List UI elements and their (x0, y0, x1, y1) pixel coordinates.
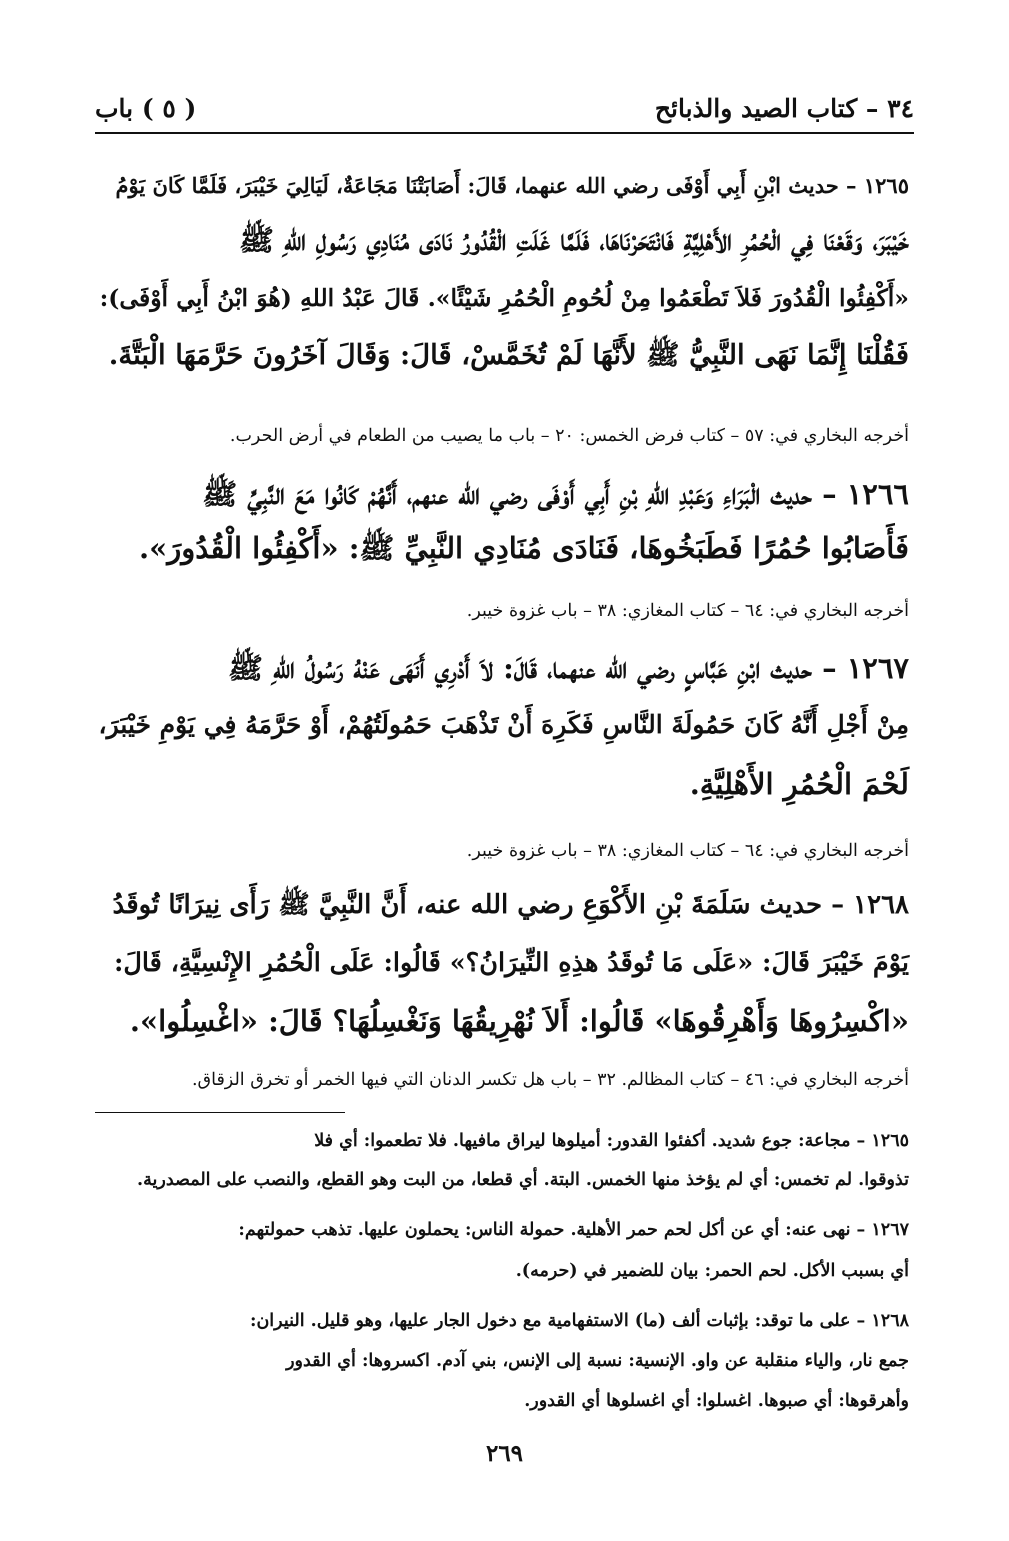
hadith-1265-line-2: خَيْبَرَ، وَقَعْنَا فِي الْحُمُرِ الأَهْلِيَّةِ فَانْتَحَرْنَاهَا، فَلَمَّا غَلَتِ الْقُدُورُ نَادَى مُنَادِي رَسُولِ اللهِ ﷺ (239, 223, 909, 257)
footnote-1265-line-1: ١٢٦٥ – مجاعة: جوع شديد. أكفئوا القدور: أميلوها ليراق مافيها. فلا تطعموا: أي فلا (314, 1131, 909, 1151)
footnote-1267-line-1: ١٢٦٧ – نهى عنه: أي عن أكل لحم حمر الأهلية. حمولة الناس: يحملون عليها. تذهب حمولتهم: (238, 1220, 909, 1240)
hadith-1265-line-3: «أَكْفِئُوا الْقُدُورَ فَلاَ تَطْعَمُوا مِنْ لُحُومِ الْحُمُرِ شَيْئًا». قَالَ عَبْدُ اللهِ (هُوَ ابْنُ أَبِي أَوْفَى): (99, 284, 909, 312)
footnote-divider (95, 1112, 345, 1113)
hadith-1268-line-1: ١٢٦٨ – حديث سَلَمَةَ بْنِ الأَكْوَعِ رضي الله عنه، أَنَّ النَّبِيَّ ﷺ رَأَى نِيرَانًا تُوقَدُ (112, 890, 909, 920)
hadith-1265-line-1: ١٢٦٥ – حديث ابْنِ أَبِي أَوْفَى رضي الله عنهما، قَالَ: أَصَابَتْنَا مَجَاعَةٌ، لَيَالِيَ خَيْبَرَ، فَلَمَّا كَانَ يَوْمُ (115, 173, 909, 198)
section-label: ( ٥ ) باب (95, 93, 197, 123)
source-1266: أخرجه البخاري في: ٦٤ – كتاب المغازي: ٣٨ – باب غزوة خيبر. (466, 601, 909, 621)
page-number: ٢٦٩ (485, 1440, 524, 1467)
footnote-1265-line-2: تذوقوا. لم تخمس: أي لم يؤخذ منها الخمس. البتة. أي قطعا، من البت وهو القطع، والنصب على المصدرية. (137, 1170, 909, 1190)
header-divider (95, 132, 914, 134)
footnote-1268-line-3: وأهرقوها: أي صبوها. اغسلوا: أي اغسلوها أي القدور. (524, 1391, 909, 1411)
source-1265: أخرجه البخاري في: ٥٧ – كتاب فرض الخمس: ٢٠ – باب ما يصيب من الطعام في أرض الحرب. (229, 426, 909, 446)
hadith-1268-line-3: «اكْسِرُوهَا وَأَهْرِقُوهَا» قَالُوا: أَلاَ نُهْرِيقُهَا وَنَغْسِلُهَا؟ قَالَ: «اغْسِلُوا». (129, 1004, 909, 1038)
footnote-1267-line-2: أي بسبب الأكل. لحم الحمر: بيان للضمير في (حرمه). (515, 1261, 909, 1281)
hadith-1268-line-2: يَوْمَ خَيْبَرَ قَالَ: «عَلَى مَا تُوقَدُ هذِهِ النِّيرَانُ؟» قَالُوا: عَلَى الْحُمُرِ الإِنْسِيَّةِ، قَالَ: (113, 948, 909, 978)
hadith-1266-line-2: فَأَصَابُوا حُمُرًا فَطَبَخُوهَا، فَنَادَى مُنَادِي النَّبِيِّ ﷺ: «أَكْفِئُوا الْقُدُورَ». (139, 531, 909, 565)
source-1268: أخرجه البخاري في: ٤٦ – كتاب المظالم. ٣٢ – باب هل تكسر الدنان التي فيها الخمر أو تخرق الزقاق. (191, 1070, 909, 1090)
page-header (95, 88, 914, 128)
source-1267: أخرجه البخاري في: ٦٤ – كتاب المغازي: ٣٨ – باب غزوة خيبر. (466, 841, 909, 861)
hadith-1267-line-3: لَحْمَ الْحُمُرِ الأَهْلِيَّةِ. (689, 767, 909, 801)
hadith-1266-line-1: ١٢٦٦ – حديث الْبَرَاءِ وَعَبْدِ اللهِ بْنِ أَبِي أَوْفَى رضي الله عنهم، أَنَّهُمْ كَانُوا مَعَ النَّبِيِّ ﷺ (202, 477, 909, 511)
chapter-title: ٣٤ – كتاب الصيد والذبائح (654, 93, 914, 123)
hadith-1267-line-2: مِنْ أَجْلِ أَنَّهُ كَانَ حَمُولَةَ النَّاسِ فَكَرِهَ أَنْ تَذْهَبَ حَمُولَتُهُمْ، أَوْ حَرَّمَهُ فِي يَوْمِ خَيْبَرَ، (98, 710, 909, 739)
footnote-1268-line-1: ١٢٦٨ – على ما توقد: بإثبات ألف (ما) الاستفهامية مع دخول الجار عليها، وهو قليل. النيران: (250, 1311, 909, 1331)
hadith-1265-line-4: فَقُلْنَا إِنَّمَا نَهَى النَّبِيُّ ﷺ لأَنَّهَا لَمْ تُخَمَّسْ، قَالَ: وَقَالَ آخَرُونَ حَرَّمَهَا الْبَتَّةَ. (108, 339, 909, 371)
footnote-1268-line-2: جمع نار، والياء منقلبة عن واو. الإنسية: نسبة إلى الإنس، بني آدم. اكسروها: أي القدور (286, 1351, 909, 1371)
hadith-1267-line-1: ١٢٦٧ – حديث ابْنِ عَبَّاسٍ رضي الله عنهما، قَالَ: لاَ أَدْرِي أَنَهَى عَنْهُ رَسُولُ اللهِ ﷺ (227, 651, 909, 685)
